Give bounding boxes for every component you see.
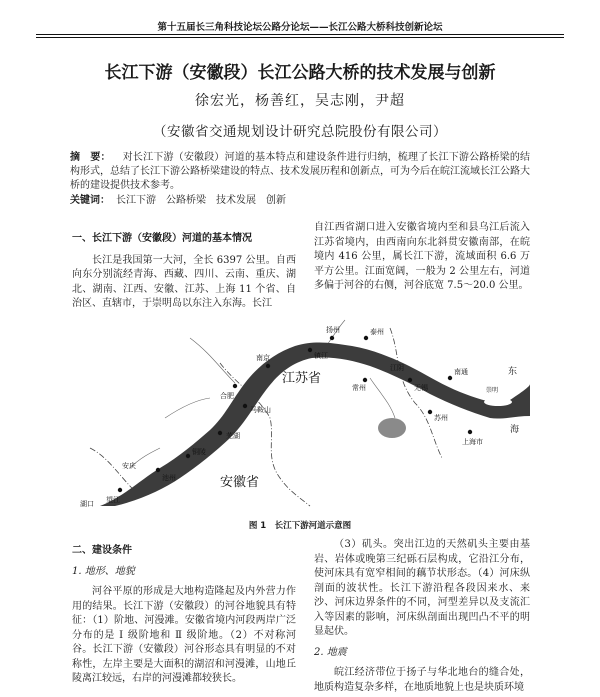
map-label-anhui: 安徽省 (220, 475, 260, 490)
city-marker (156, 468, 160, 472)
map-label-chongming: 崇明 (486, 387, 499, 394)
section2-left-column (72, 544, 296, 687)
map-label-chizhou: 池州 (162, 474, 176, 482)
map-label-maanshan: 马鞍山 (250, 406, 271, 414)
city-marker (218, 431, 222, 435)
map-label-hefei: 合肥 (220, 392, 234, 400)
section1-left-column (72, 232, 296, 312)
map-label-nanjing: 南京 (256, 354, 270, 362)
city-marker (408, 378, 412, 382)
city-marker (233, 384, 237, 388)
city-marker (330, 336, 334, 340)
map-label-changzhou: 常州 (352, 384, 366, 392)
city-marker (243, 404, 247, 408)
city-marker (266, 364, 270, 368)
taihu-lake (378, 418, 406, 438)
section2-heading: 二、建设条件 (72, 545, 132, 556)
figure-caption: 图 1 长江下游河道示意图 (248, 521, 352, 531)
map-label-suzhou: 苏州 (434, 414, 448, 422)
map-label-nantong: 南通 (454, 368, 468, 376)
city-marker (308, 348, 312, 352)
yangtze-map-figure (70, 308, 530, 508)
keywords-text: 长江下游 公路桥梁 技术发展 创新 (116, 195, 286, 206)
city-marker (428, 410, 432, 414)
section1-right-column (314, 221, 530, 294)
header-rule-thick (36, 34, 564, 35)
map-label-tongling: 铜陵 (192, 448, 206, 456)
map-label-taizhou: 泰州 (370, 328, 384, 336)
keywords-label: 关键词： (70, 195, 110, 206)
tributary-river (165, 398, 210, 418)
city-marker (186, 454, 190, 458)
city-marker (363, 378, 367, 382)
tributary-river (190, 338, 235, 383)
city-marker (364, 336, 368, 340)
tributary-river (370, 378, 395, 418)
map-label-east-sea-2: 海 (510, 425, 520, 435)
map-label-hukou: 湖口 (80, 500, 94, 508)
paper-authors: 徐宏光，杨善红，吴志刚，尹超 (195, 93, 405, 109)
abstract-text: 对长江下游（安徽段）河道的基本特点和建设条件进行归纳，梳理了长江下游公路桥梁的结构形式，总结了长江下游公路桥梁建设的特点、技术发展历程和创新点，可为今后在皖江流域长江公路大桥的建设提供技术参考。 (70, 152, 531, 191)
city-marker (118, 488, 122, 492)
map-label-jiangyin: 江阴 (390, 364, 404, 372)
paper-title: 长江下游（安徽段）长江公路大桥的技术发展与创新 (104, 63, 496, 83)
map-label-wuhu: 芜湖 (226, 432, 240, 440)
map-label-jiangsu: 江苏省 (282, 371, 322, 386)
section2-sub2-heading: 2. 地震 (314, 646, 347, 658)
abstract (70, 151, 530, 193)
map-label-shanghai: 上海市 (462, 438, 483, 446)
map-label-east-sea-1: 东 (508, 367, 518, 377)
abstract-label: 摘 要： (70, 152, 111, 163)
section2-right-para: （3）矶头。突出江边的天然矶头主要由基岩、岩体或晚第三纪砾石层构成，它沿江分布，使河床具有宽窄相间的藕节状形态。（4）河床纵剖面的波状性。长江下游沿程各段因来水、来沙、河床边界条件的不同，河型差异以及支流汇入等因素的影响，河床纵剖面出现凹凸不平的明显起伏。 (314, 539, 530, 637)
city-marker (448, 376, 452, 380)
running-header (36, 8, 564, 36)
map-label-yangzhou: 扬州 (326, 326, 340, 334)
chongming-island (484, 398, 512, 406)
map-label-wuxi: 无锡 (414, 384, 428, 392)
map-label-zhenjiang: 镇江 (314, 352, 328, 360)
section2-sub1-heading: 1. 地形、地貌 (72, 565, 135, 577)
section2-right-column (314, 538, 530, 695)
section2-sub2-para: 皖江经济带位于扬子与华北地台的缝合处，地质构造复杂多样，在地质地貌上也是块质环境 (314, 667, 530, 693)
header-rule-thin (36, 37, 564, 38)
map-label-anqing: 安庆 (122, 462, 136, 470)
section2-sub1-para: 河谷平原的形成是大地构造隆起及内外营力作用的结果。长江下游（安徽段）的河谷地貌具有特征：（1）阶地、河漫滩。安徽省境内河段两岸广泛分布的是 Ⅰ 级阶地和 Ⅱ 级阶地。（2）不对称河谷。长江下游（安徽段）河谷形态具有明显的不对称性，左岸主要是大面积的湖沼和河漫滩，山地丘陵离江较远，右岸的河漫滩都较狭长。 (72, 586, 296, 684)
map-label-wangjiang: 望江 (106, 496, 120, 504)
city-marker (468, 430, 472, 434)
running-header-title: 第十五届长三角科技论坛公路分论坛——长江公路大桥科技创新论坛 (157, 22, 443, 33)
keywords (70, 194, 530, 208)
section1-para-left: 长江是我国第一大河，全长 6397 公里。自西向东分别流经青海、西藏、四川、云南、重庆、湖北、湖南、江西、安徽、江苏、上海 11 个省、自治区、直辖市，于崇明岛以东注入东海。长江 (72, 254, 296, 309)
section1-para-right: 自江西省湖口进入安徽省境内至和县乌江后流入江苏省境内，由西南向东北斜贯安徽南部，在皖境内 416 公里，属长江下游，流域面积 6.6 万平方公里。江面宽阔，一般为 2 公里左右，河道多偏于河谷的右侧，河谷底宽 7.5～20.0 公里。 (314, 222, 530, 291)
paper-affiliation: （安徽省交通规划设计研究总院股份有限公司） (153, 124, 447, 140)
section1-heading: 一、长江下游（安徽段）河道的基本情况 (72, 233, 252, 244)
